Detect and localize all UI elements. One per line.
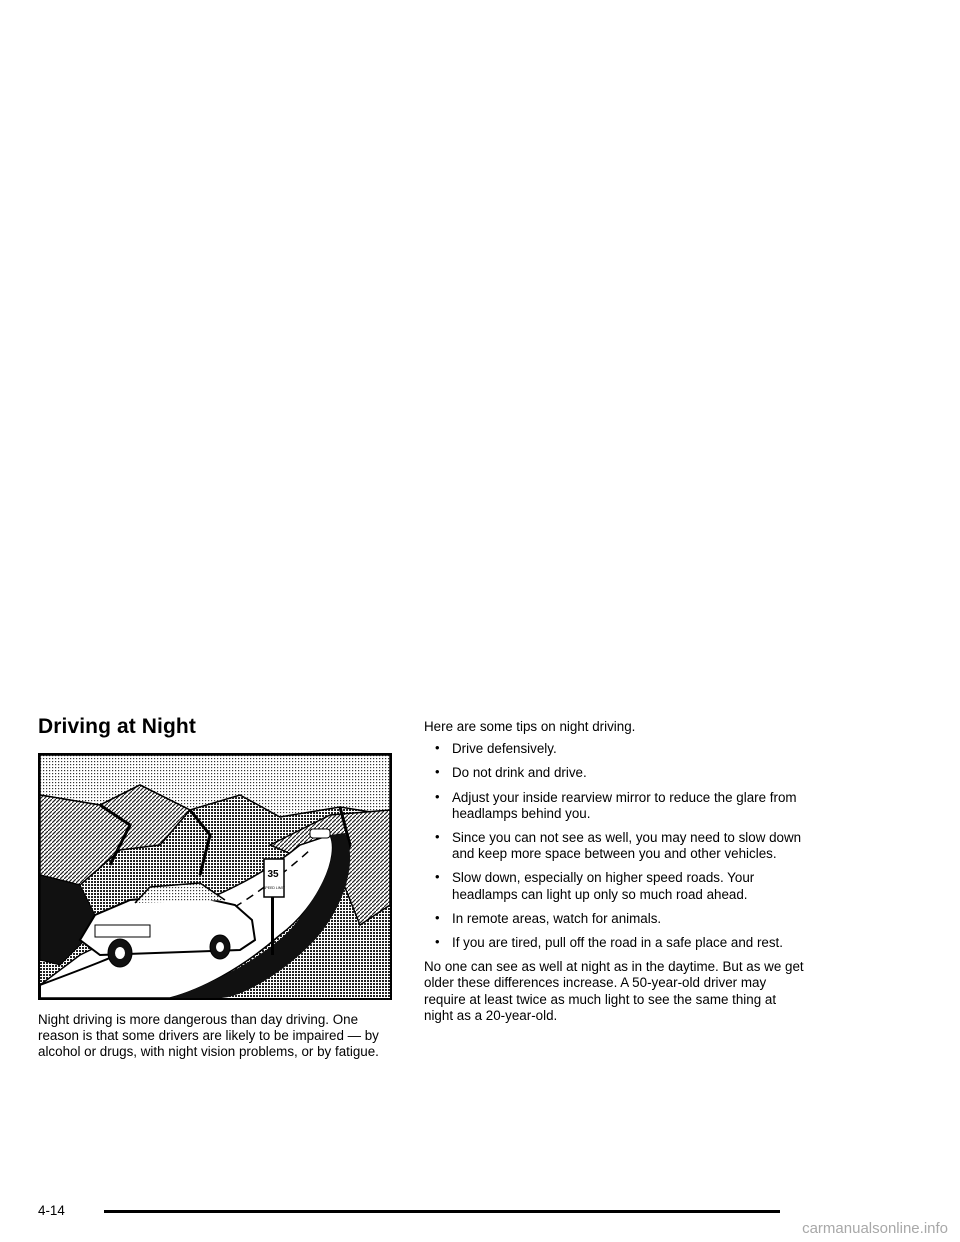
bullet-icon: • [435,829,440,845]
tips-list [424,741,804,951]
watermark: carmanualsonline.info [802,1220,948,1237]
page-number: 4-14 [38,1203,65,1218]
footer-rule [104,1210,780,1213]
sign-number: 35 [267,869,279,880]
tip-item: • Do not drink and drive. [435,764,587,781]
bullet-icon: • [435,788,440,804]
bullet-icon: • [435,740,440,756]
tip-item: • Slow down, especially on higher speed roads. Your headlamps can light up only so much road ahead. [435,869,755,902]
closing-paragraph: No one can see as well at night as in the daytime. But as we get older these differences increase. A 50-year-old driver may require at least twice as much light to see the same thing at night as a 20-year-old. [424,959,804,1023]
bullet-icon: • [435,764,440,780]
tip-item: • Since you can not see as well, you may need to slow down and keep more space between you and other vehicles. [435,829,802,862]
tip-item: • If you are tired, pull off the road in a safe place and rest. [435,934,783,951]
intro-paragraph: Night driving is more dangerous than day driving. One reason is that some drivers are likely to be impaired — by alcohol or drugs, with night vision problems, or by fatigue. [38,1012,379,1060]
section-title: Driving at Night [38,715,196,738]
tips-intro: Here are some tips on night driving. [424,719,636,734]
night-road-image [40,755,390,998]
bullet-icon: • [435,909,440,925]
tip-item: • Drive defensively. [435,740,557,757]
tips-column [424,719,804,1024]
bullet-icon: • [435,869,440,885]
tip-item: • Adjust your inside rearview mirror to reduce the glare from headlamps behind you. [435,788,797,821]
sign-text: SPEED LIMIT [263,886,285,890]
tip-item: • In remote areas, watch for animals. [435,909,662,926]
bullet-icon: • [435,934,440,950]
night-driving-illustration [38,753,392,1000]
